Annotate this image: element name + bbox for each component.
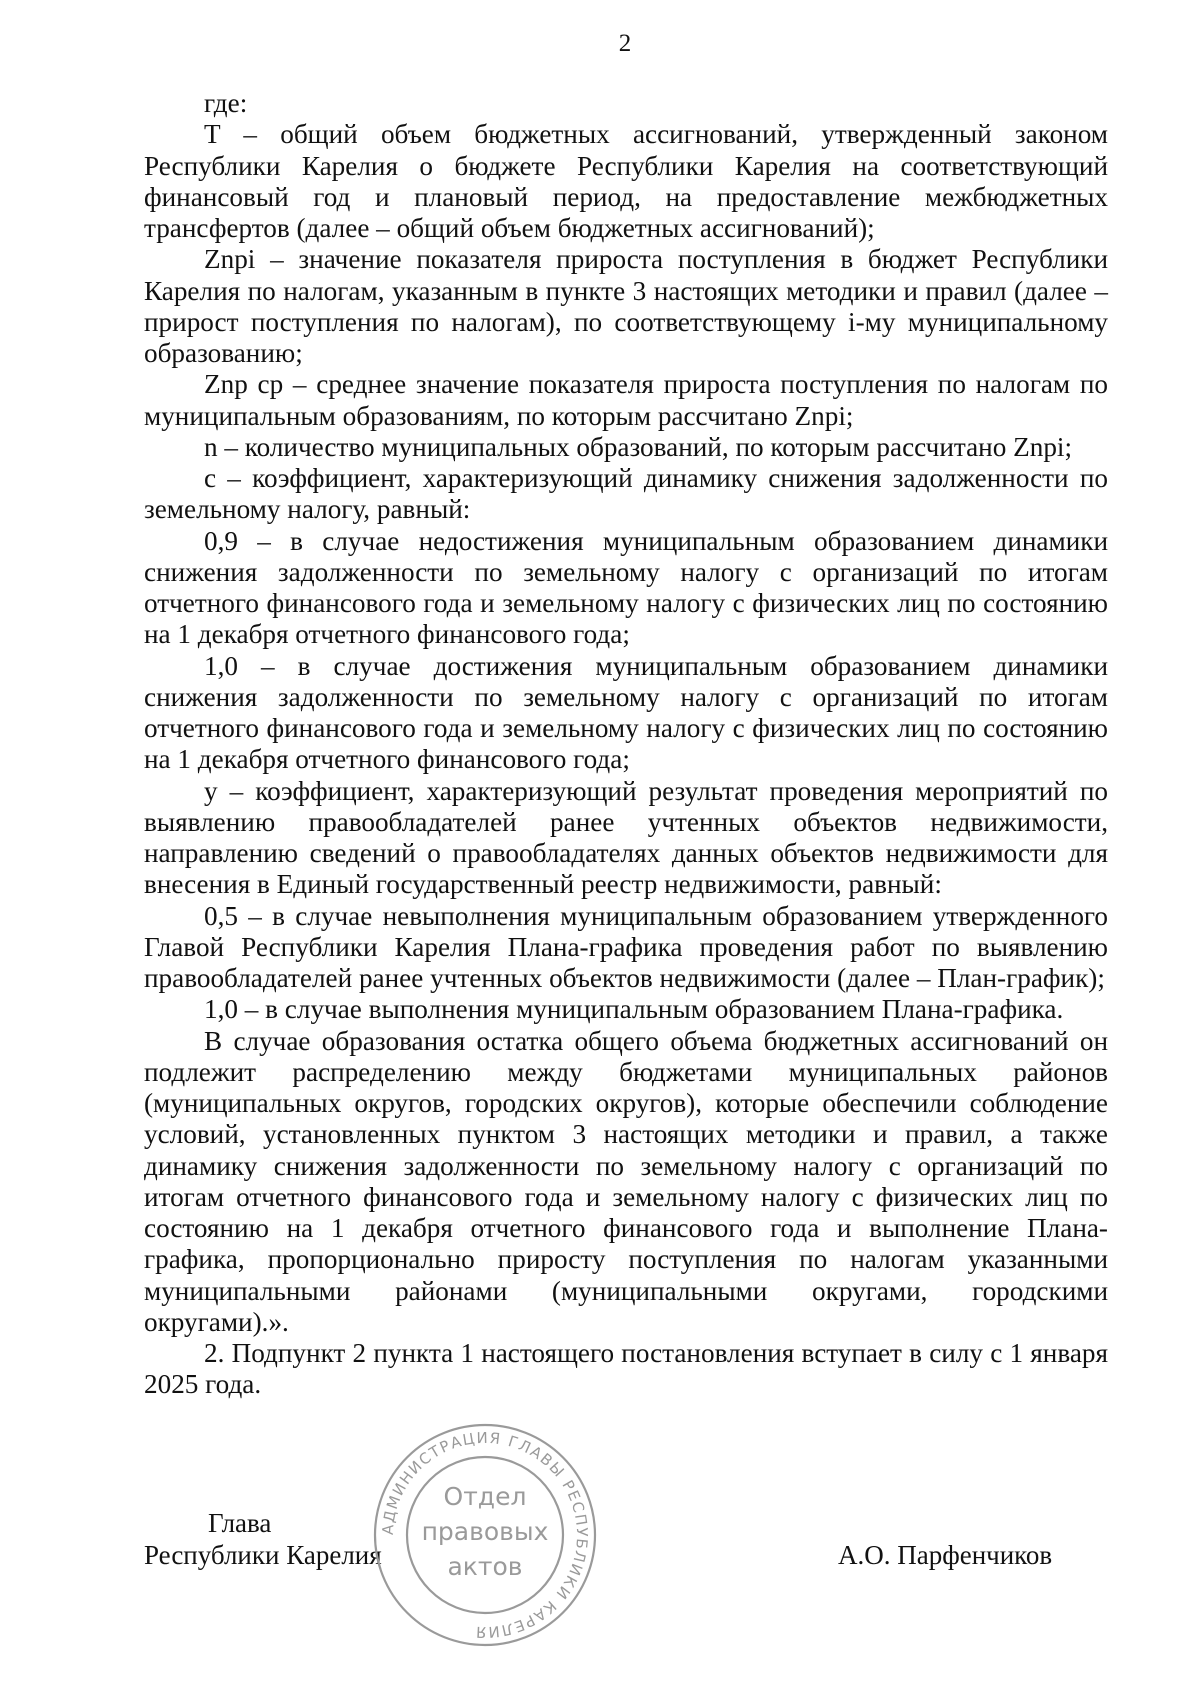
stamp-line3: актов	[447, 1552, 523, 1581]
signature-title: Глава	[208, 1508, 272, 1538]
paragraph-t-definition: T – общий объем бюджетных ассигнований, утвержденный законом Республики Карелия о бюджете Республики Карелия на соответствующий финансовый год и плановый период, на предоставление межбюджетных трансфертов (далее – общий объем бюджетных ассигнований);	[144, 119, 1108, 243]
signature-org: Республики Карелия	[144, 1540, 382, 1570]
paragraph-y-1-0: 1,0 – в случае выполнения муниципальным образованием Плана-графика.	[204, 994, 1064, 1025]
stamp-ring-text: АДМИНИСТРАЦИЯ ГЛАВЫ РЕСПУБЛИКИ КАРЕЛИЯ	[378, 1428, 592, 1642]
paragraph-c-0-9: 0,9 – в случае недостижения муниципальным образованием динамики снижения задолженности по земельному налогу с организаций по итогам отчетного финансового года и земельному налогу с физических лиц по состоянию на 1 декабря отчетного финансового года;	[144, 525, 1108, 650]
document-body	[144, 88, 1108, 1401]
stamp-line1: Отдел	[443, 1482, 527, 1511]
paragraph-c-1-0: 1,0 – в случае достижения муниципальным образованием динамики снижения задолженности по земельному налогу с организаций по итогам отчетного финансового года и земельному налогу с физических лиц по состоянию на 1 декабря отчетного финансового года;	[144, 650, 1108, 775]
stamp-seal	[370, 1420, 600, 1650]
paragraph-where: где:	[204, 88, 248, 118]
paragraph-n-definition: n – количество муниципальных образований, по которым рассчитано Znpi;	[204, 431, 1073, 462]
signature-name: А.О. Парфенчиков	[838, 1540, 1053, 1570]
paragraph-znp-avg-definition: Znp ср – среднее значение показателя прироста поступления по налогам по муниципальным образованиям, по которым рассчитано Znpi;	[144, 369, 1108, 431]
stamp-line2: правовых	[421, 1517, 549, 1546]
paragraph-c-definition: c – коэффициент, характеризующий динамику снижения задолженности по земельному налогу, равный:	[144, 463, 1108, 525]
paragraph-remainder: В случае образования остатка общего объема бюджетных ассигнований он подлежит распределению между бюджетами муниципальных районов (муниципальных округов, городских округов), которые обеспечили соблюдение условий, установленных пунктом 3 настоящих методики и правил, а также динамику снижения задолженности по земельному налогу с организаций по итогам отчетного финансового года и земельному налогу с физических лиц по состоянию на 1 декабря отчетного финансового года и выполнение Плана-графика, пропорционально приросту поступления по налогам указанными муниципальными районами (муниципальными округами, городскими округами).».	[144, 1025, 1108, 1337]
paragraph-y-0-5: 0,5 – в случае невыполнения муниципальным образованием утвержденного Главой Республики Карелия Плана-графика проведения работ по выявлению правообладателей ранее учтенных объектов недвижимости (далее – План-график);	[144, 900, 1108, 993]
page-number: 2	[618, 30, 632, 57]
paragraph-y-definition: y – коэффициент, характеризующий результат проведения мероприятий по выявлению правообладателей ранее учтенных объектов недвижимости, направлению сведений о правообладателях данных объектов недвижимости для внесения в Единый государственный реестр недвижимости, равный:	[144, 775, 1108, 900]
paragraph-effective-date: 2. Подпункт 2 пункта 1 настоящего постановления вступает в силу с 1 января 2025 года.	[144, 1338, 1108, 1400]
paragraph-znpi-definition: Znpi – значение показателя прироста поступления в бюджет Республики Карелия по налогам, указанным в пункте 3 настоящих методики и правил (далее – прирост поступления по налогам), по соответствующему i-му муниципальному образованию;	[144, 244, 1108, 368]
